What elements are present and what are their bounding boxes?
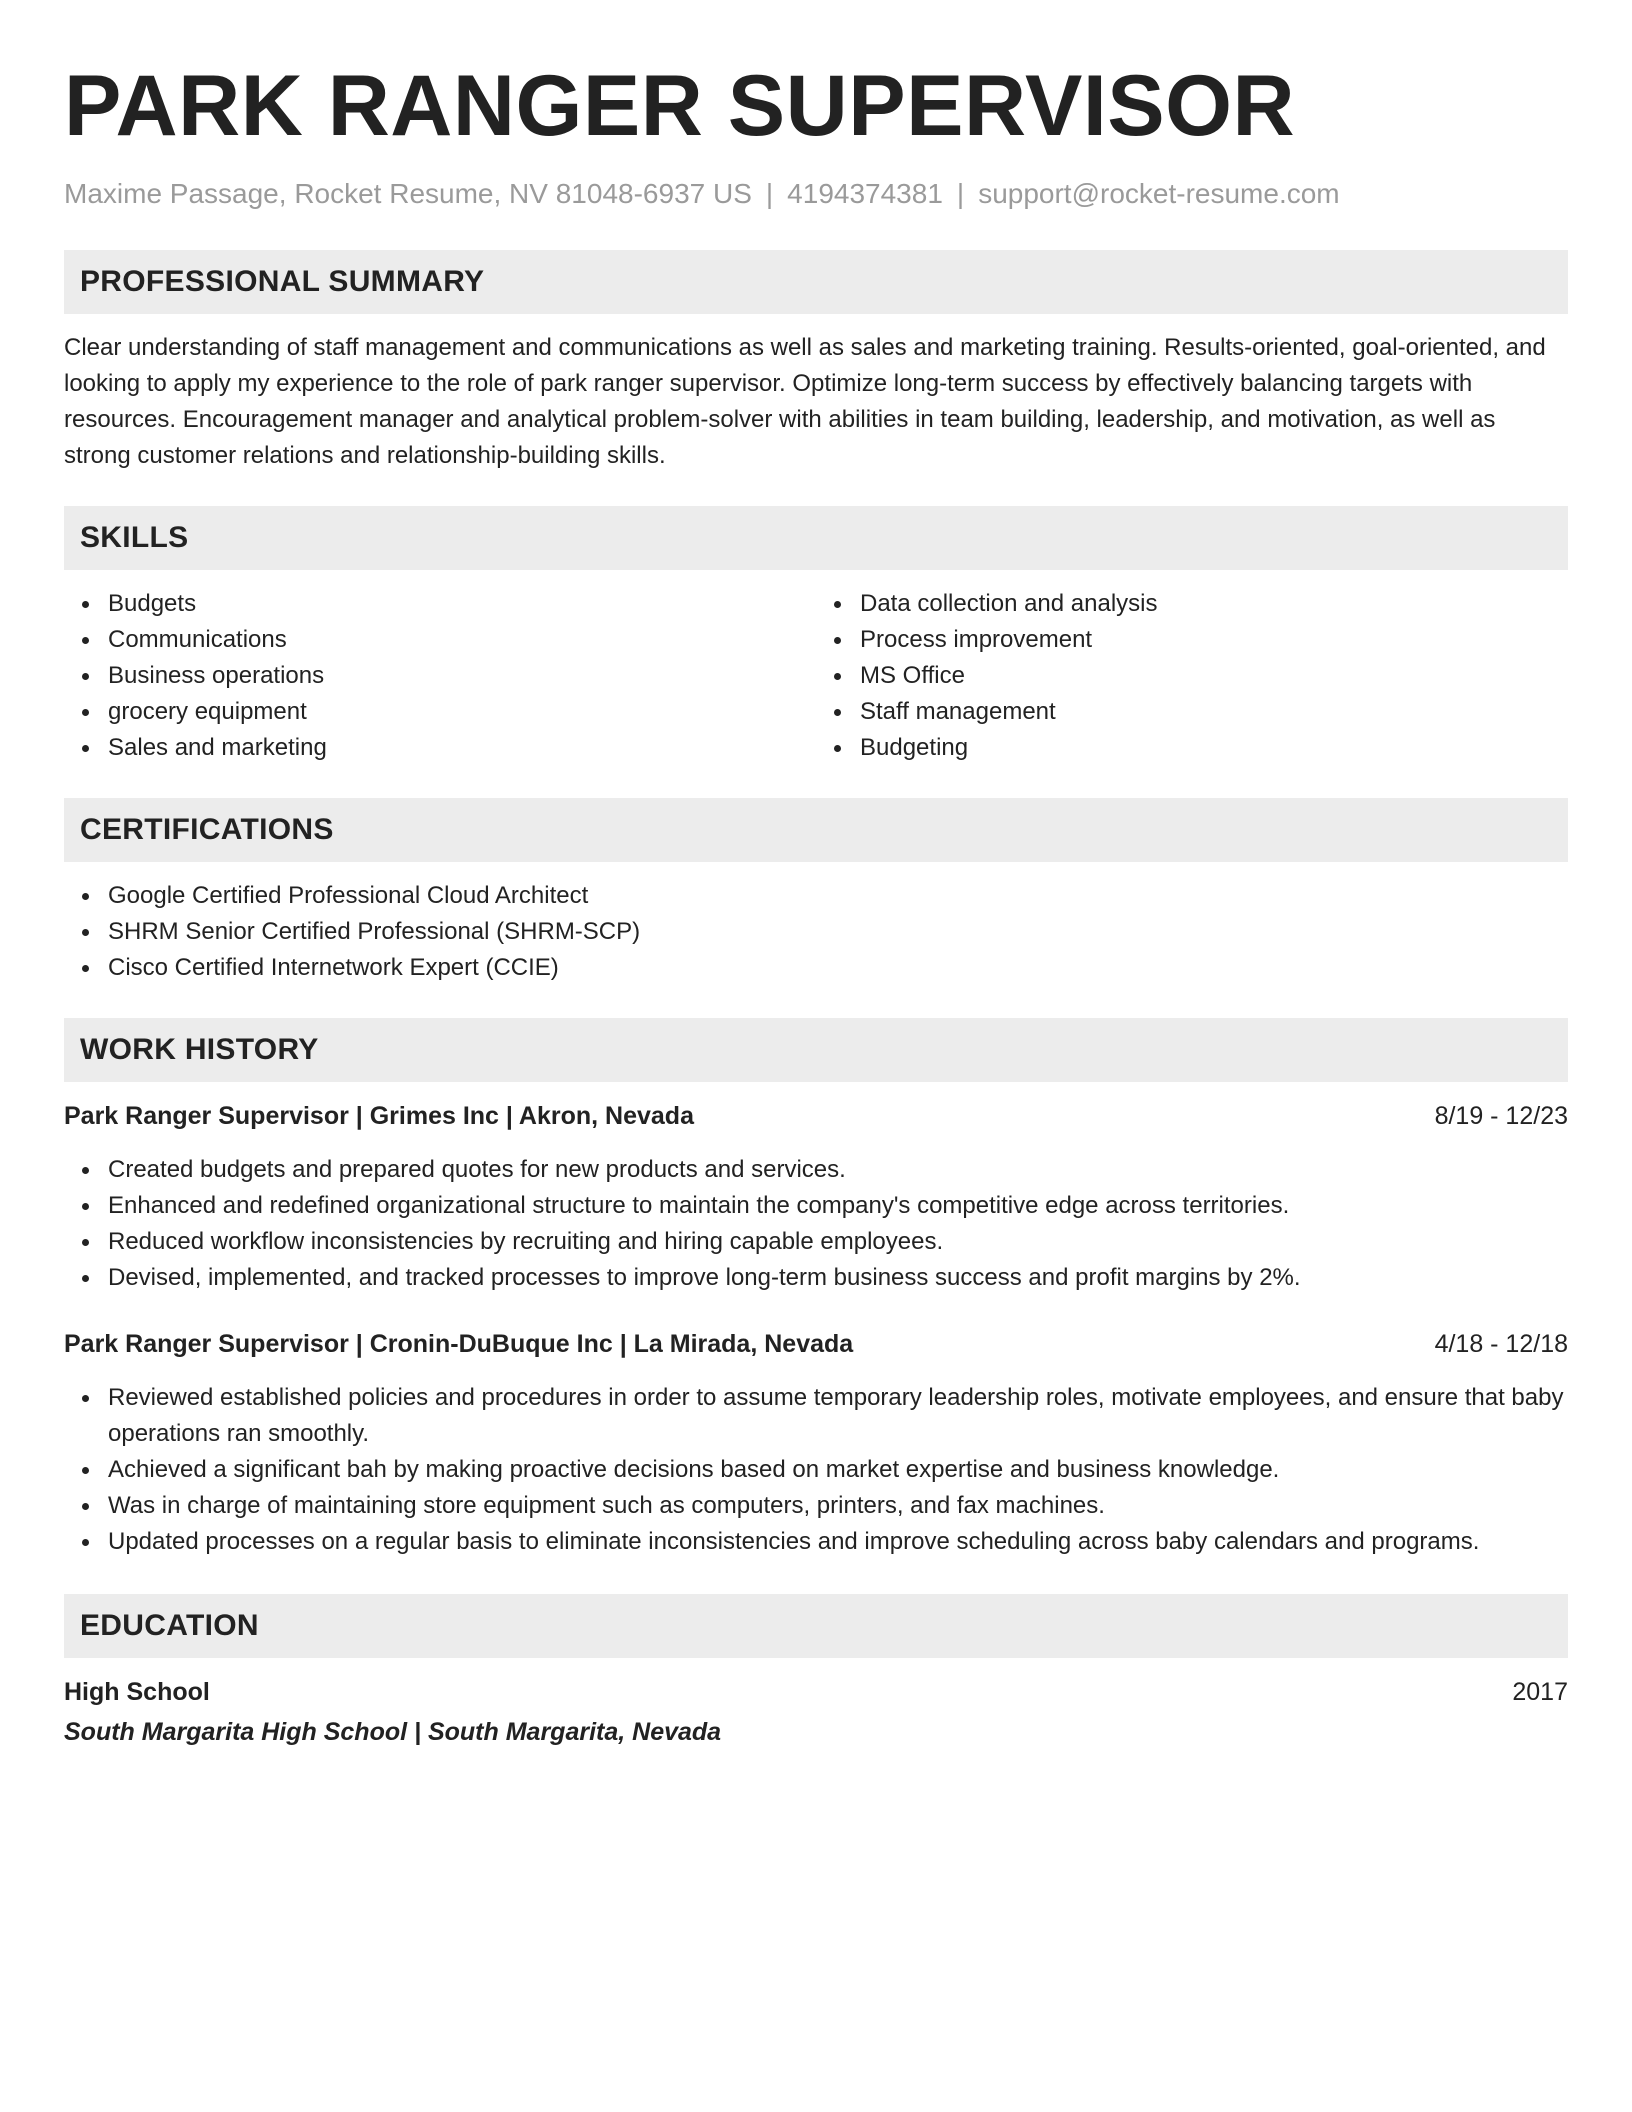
- education-school: South Margarita High School | South Margarita, Nevada: [64, 1718, 722, 1746]
- job-title: Park Ranger Supervisor | Grimes Inc | Akron, Nevada: [64, 1102, 694, 1130]
- job-entry: [64, 1326, 1568, 1560]
- education-heading: [64, 1674, 1568, 1710]
- job-entry: [64, 1098, 1568, 1296]
- list-item: Sales and marketing: [108, 730, 816, 766]
- list-item: Was in charge of maintaining store equipment such as computers, printers, and fax machines.: [108, 1488, 1568, 1524]
- job-dates: 8/19 - 12/23: [1434, 1102, 1568, 1130]
- contact-separator: |: [956, 178, 965, 209]
- section-header-summary: PROFESSIONAL SUMMARY: [64, 250, 1568, 314]
- section-header-certifications: CERTIFICATIONS: [64, 798, 1568, 862]
- education-year: 2017: [1512, 1678, 1568, 1706]
- list-item: Devised, implemented, and tracked processes to improve long-term business success and profit margins by 2%.: [108, 1260, 1568, 1296]
- list-item: Created budgets and prepared quotes for new products and services.: [108, 1152, 1568, 1188]
- list-item: Cisco Certified Internetwork Expert (CCIE): [108, 950, 1568, 986]
- list-item: Achieved a significant bah by making proactive decisions based on market expertise and business knowledge.: [108, 1452, 1568, 1488]
- list-item: Enhanced and redefined organizational structure to maintain the company's competitive edge across territories.: [108, 1188, 1568, 1224]
- list-item: Budgeting: [860, 730, 1568, 766]
- section-header-education: EDUCATION: [64, 1594, 1568, 1658]
- list-item: SHRM Senior Certified Professional (SHRM-SCP): [108, 914, 1568, 950]
- contact-address: Maxime Passage, Rocket Resume, NV 81048-6937 US: [64, 178, 752, 209]
- list-item: Reviewed established policies and procedures in order to assume temporary leadership roles, motivate employees, and ensure that baby operations ran smoothly.: [108, 1380, 1568, 1452]
- list-item: Budgets: [108, 586, 816, 622]
- job-bullets: [64, 1380, 1568, 1560]
- list-item: Updated processes on a regular basis to eliminate inconsistencies and improve scheduling across baby calendars and programs.: [108, 1524, 1568, 1560]
- section-header-skills: SKILLS: [64, 506, 1568, 570]
- list-item: Staff management: [860, 694, 1568, 730]
- list-item: Data collection and analysis: [860, 586, 1568, 622]
- list-item: Google Certified Professional Cloud Architect: [108, 878, 1568, 914]
- skills-grid: [64, 586, 1568, 766]
- list-item: Process improvement: [860, 622, 1568, 658]
- skills-column-right: [816, 586, 1568, 766]
- education-entry: [64, 1674, 1568, 1750]
- contact-line: [64, 176, 1568, 212]
- education-degree: High School: [64, 1678, 210, 1706]
- list-item: grocery equipment: [108, 694, 816, 730]
- list-item: Business operations: [108, 658, 816, 694]
- contact-email: support@rocket-resume.com: [978, 178, 1340, 209]
- list-item: MS Office: [860, 658, 1568, 694]
- skills-column-left: [64, 586, 816, 766]
- contact-separator: |: [765, 178, 774, 209]
- list-item: Reduced workflow inconsistencies by recruiting and hiring capable employees.: [108, 1224, 1568, 1260]
- job-heading: [64, 1326, 1568, 1362]
- job-bullets: [64, 1152, 1568, 1296]
- skills-list-right: [816, 586, 1568, 766]
- section-header-work-history: WORK HISTORY: [64, 1018, 1568, 1082]
- resume-title: PARK RANGER SUPERVISOR: [64, 58, 1296, 154]
- certifications-list: [64, 878, 1568, 986]
- skills-list-left: [64, 586, 816, 766]
- contact-phone: 4194374381: [787, 178, 943, 209]
- list-item: Communications: [108, 622, 816, 658]
- summary-text: Clear understanding of staff management and communications as well as sales and marketing training. Results-oriented, goal-oriented, and looking to apply my experience to the role of park ranger supervisor. Optimize long-term success by effectively balancing targets with resources. Encouragement manager and analytical problem-solver with abilities in team building, leadership, and motivation, as well as strong customer relations and relationship-building skills.: [64, 334, 1546, 469]
- job-heading: [64, 1098, 1568, 1134]
- job-title: Park Ranger Supervisor | Cronin-DuBuque Inc | La Mirada, Nevada: [64, 1330, 854, 1358]
- job-dates: 4/18 - 12/18: [1434, 1330, 1568, 1358]
